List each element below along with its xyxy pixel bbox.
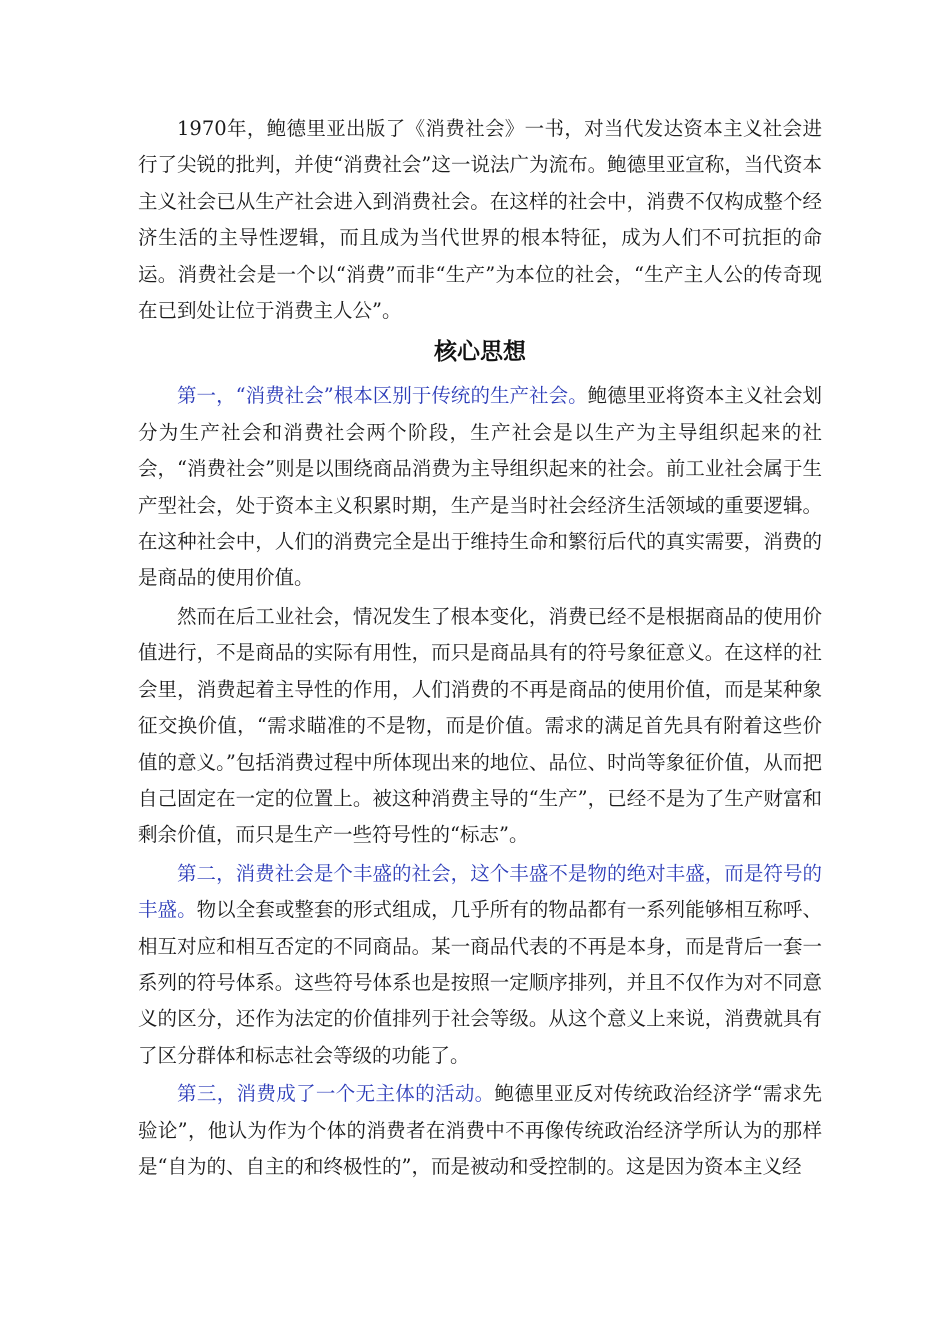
intro-paragraph: 1970年，鲍德里亚出版了《消费社会》一书，对当代发达资本主义社会进行了尖锐的批判，并使“消费社会”这一说法广为流布。鲍德里亚宣称，当代资本主义社会已从生产社会进入到消费社会。在这样的社会中，消费不仅构成整个经济生活的主导性逻辑，而且成为当代世界的根本特征，成为人们不可抗拒的命运。消费社会是一个以“消费”而非“生产”为本位的社会，“生产主人公的传奇现在已到处让位于消费主人公”。 [138,117,822,323]
paragraph-3-body: 物以全套或整套的形式组成，几乎所有的物品都有一系列能够相互称呼、相互对应和相互否定的不同商品。某一商品代表的不再是本身，而是背后一套一系列的符号体系。这些符号体系也是按照一定顺序排列，并且不仅作为对不同意义的区分，还作为法定的价值排列于社会等级。从这个意义上来说，消费就具有了区分群体和标志社会等级的功能了。 [138,898,822,1067]
paragraph-4 [138,1076,822,1185]
document-body [138,111,822,1187]
paragraph-4-highlight: 第三，消费成了一个无主体的活动。 [177,1082,495,1106]
paragraph-1 [138,378,822,596]
paragraph-1-body: 鲍德里亚将资本主义社会划分为生产社会和消费社会两个阶段，生产社会是以生产为主导组织起来的社会，“消费社会”则是以围绕商品消费为主导组织起来的社会。前工业社会属于生产型社会，处于资本主义积累时期，生产是当时社会经济生活领域的重要逻辑。在这种社会中，人们的消费完全是出于维持生命和繁衍后代的真实需要，消费的是商品的使用价值。 [138,384,822,590]
paragraph-2: 然而在后工业社会，情况发生了根本变化，消费已经不是根据商品的使用价值进行，不是商品的实际有用性，而只是商品具有的符号象征意义。在这样的社会里，消费起着主导性的作用，人们消费的不再是商品的使用价值，而是某种象征交换价值，“需求瞄准的不是物，而是价值。需求的满足首先具有附着这些价值的意义。”包括消费过程中所体现出来的地位、品位、时尚等象征价值，从而把自己固定在一定的位置上。被这种消费主导的“生产”，已经不是为了生产财富和剩余价值，而只是生产一些符号性的“标志”。 [138,604,822,847]
paragraph-3-highlight: 第二，消费社会是个丰盛的社会，这个丰盛不是物的绝对丰盛，而是符号的丰盛。 [138,861,822,922]
paragraph-1-highlight: 第一，“消费社会”根本区别于传统的生产社会。 [177,384,588,408]
paragraph-4-body: 鲍德里亚反对传统政治经济学“需求先验论”，他认为作为个体的消费者在消费中不再像传统政治经济学所认为的那样是“自为的、自主的和终极性的”，而是被动和受控制的。这是因为资本主义经 [138,1082,822,1178]
paragraph-3 [138,856,822,1074]
section-title: 核心思想 [434,339,526,366]
